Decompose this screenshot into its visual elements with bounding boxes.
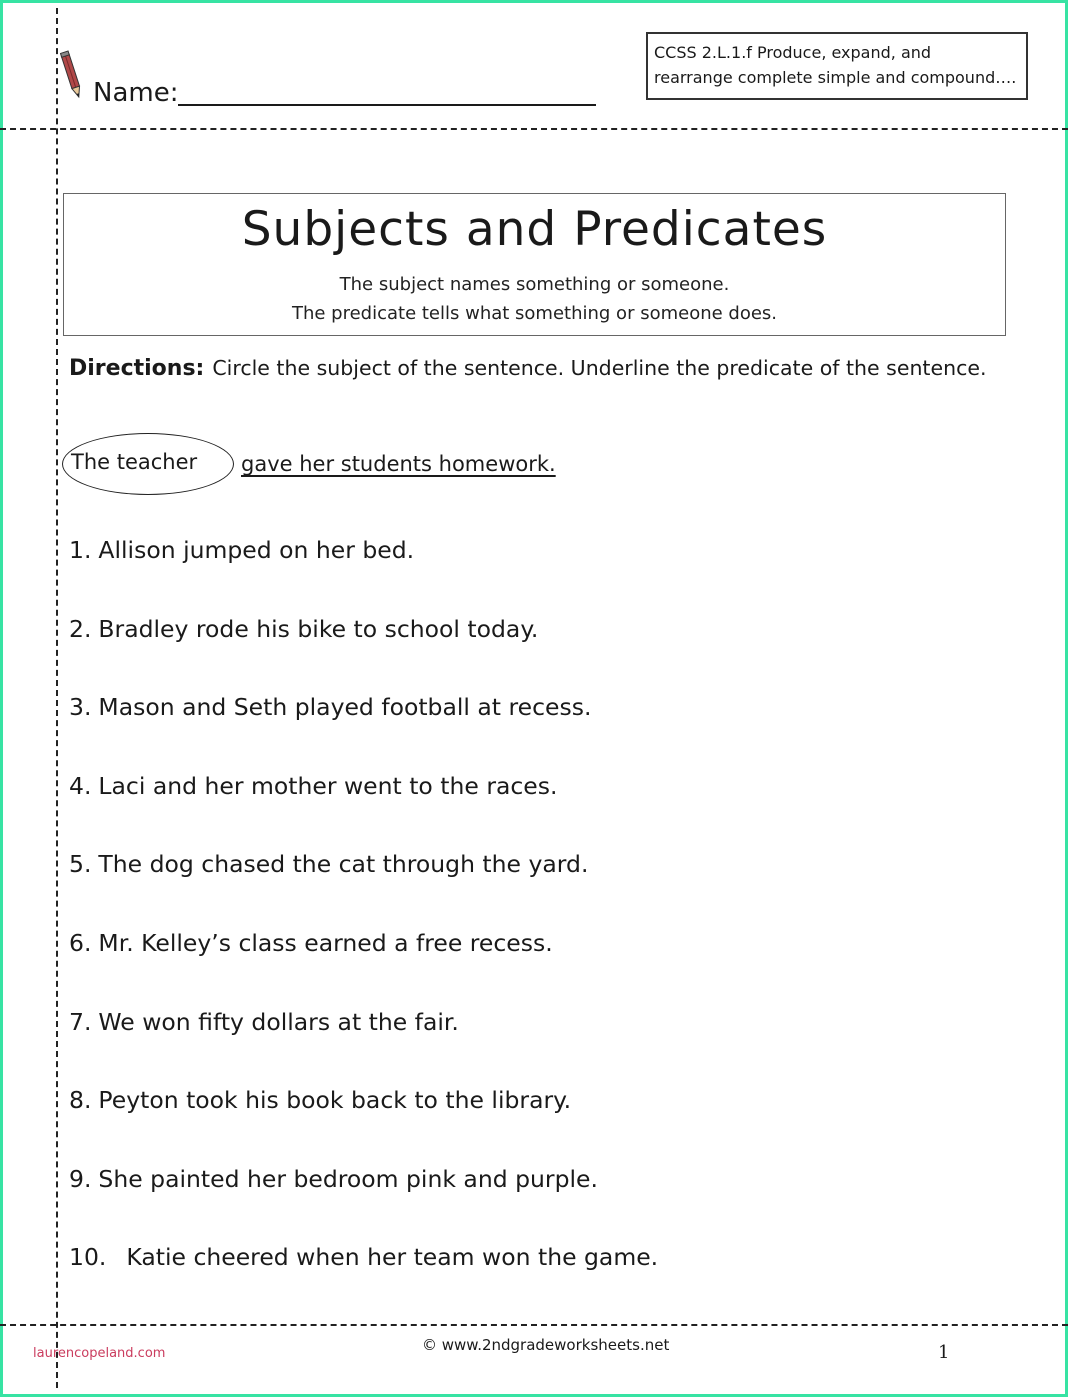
sentence-number: 3. — [69, 693, 92, 722]
sentence-text: Allison jumped on her bed. — [98, 536, 415, 564]
example-predicate: gave her students homework. — [241, 452, 556, 476]
sentence-item[interactable] — [69, 530, 1029, 609]
standard-box — [646, 32, 1028, 100]
sentence-item[interactable] — [69, 766, 1029, 845]
sentence-text: Mr. Kelley’s class earned a free recess. — [98, 928, 553, 957]
sentence-text: She painted her bedroom pink and purple. — [98, 1164, 598, 1193]
sentence-number: 2. — [69, 614, 92, 643]
directions — [69, 350, 1009, 387]
cut-line-top — [0, 128, 1068, 130]
name-label: Name: — [93, 78, 179, 108]
sentence-item[interactable] — [69, 1159, 1029, 1238]
sentence-number: 10. — [69, 1243, 107, 1272]
subject-definition: The subject names something or someone. — [339, 274, 730, 295]
sentence-item[interactable] — [69, 923, 1029, 1002]
standard-line-2: rearrange complete simple and compound…. — [654, 68, 1017, 87]
sentence-item[interactable] — [69, 687, 1029, 766]
sentence-text: We won fifty dollars at the fair. — [98, 1007, 459, 1036]
sentence-text: Bradley rode his bike to school today. — [98, 614, 539, 643]
sentence-number: 1. — [69, 536, 92, 564]
predicate-definition: The predicate tells what something or someone does. — [291, 303, 778, 324]
sentence-number: 5. — [69, 850, 92, 879]
cut-line-bottom — [0, 1324, 1068, 1326]
name-write-line[interactable] — [178, 104, 596, 106]
page-title: Subjects and Predicates — [241, 202, 828, 257]
sentence-item[interactable] — [69, 1080, 1029, 1159]
sentence-item[interactable] — [69, 844, 1029, 923]
page-number: 1 — [938, 1342, 950, 1363]
sentence-number: 6. — [69, 928, 92, 957]
sentence-text: Katie cheered when her team won the game. — [126, 1243, 659, 1272]
directions-text: Circle the subject of the sentence. Underline the predicate of the sentence. — [212, 356, 987, 380]
sentence-item[interactable] — [69, 609, 1029, 688]
pencil-icon — [60, 50, 84, 102]
directions-label: Directions: — [69, 356, 205, 381]
sentence-number: 8. — [69, 1086, 92, 1115]
sentence-text: Peyton took his book back to the library. — [98, 1086, 572, 1115]
title-box — [63, 193, 1006, 336]
site-watermark: laurencopeland.com — [33, 1346, 166, 1361]
example-subject: The teacher — [71, 450, 198, 474]
sentence-number: 9. — [69, 1164, 92, 1193]
copyright-notice: © www.2ndgradeworksheets.net — [422, 1336, 670, 1354]
sentence-number: 4. — [69, 771, 92, 800]
standard-line-1: CCSS 2.L.1.f Produce, expand, and — [654, 43, 932, 62]
sentence-item[interactable] — [69, 1002, 1029, 1081]
sentence-list — [69, 530, 1029, 1316]
sentence-text: Mason and Seth played football at recess. — [98, 693, 592, 722]
sentence-text: Laci and her mother went to the races. — [98, 771, 558, 800]
cut-line-vertical — [56, 8, 58, 1388]
sentence-item[interactable] — [69, 1237, 1029, 1316]
sentence-text: The dog chased the cat through the yard. — [98, 850, 589, 879]
sentence-number: 7. — [69, 1007, 92, 1036]
